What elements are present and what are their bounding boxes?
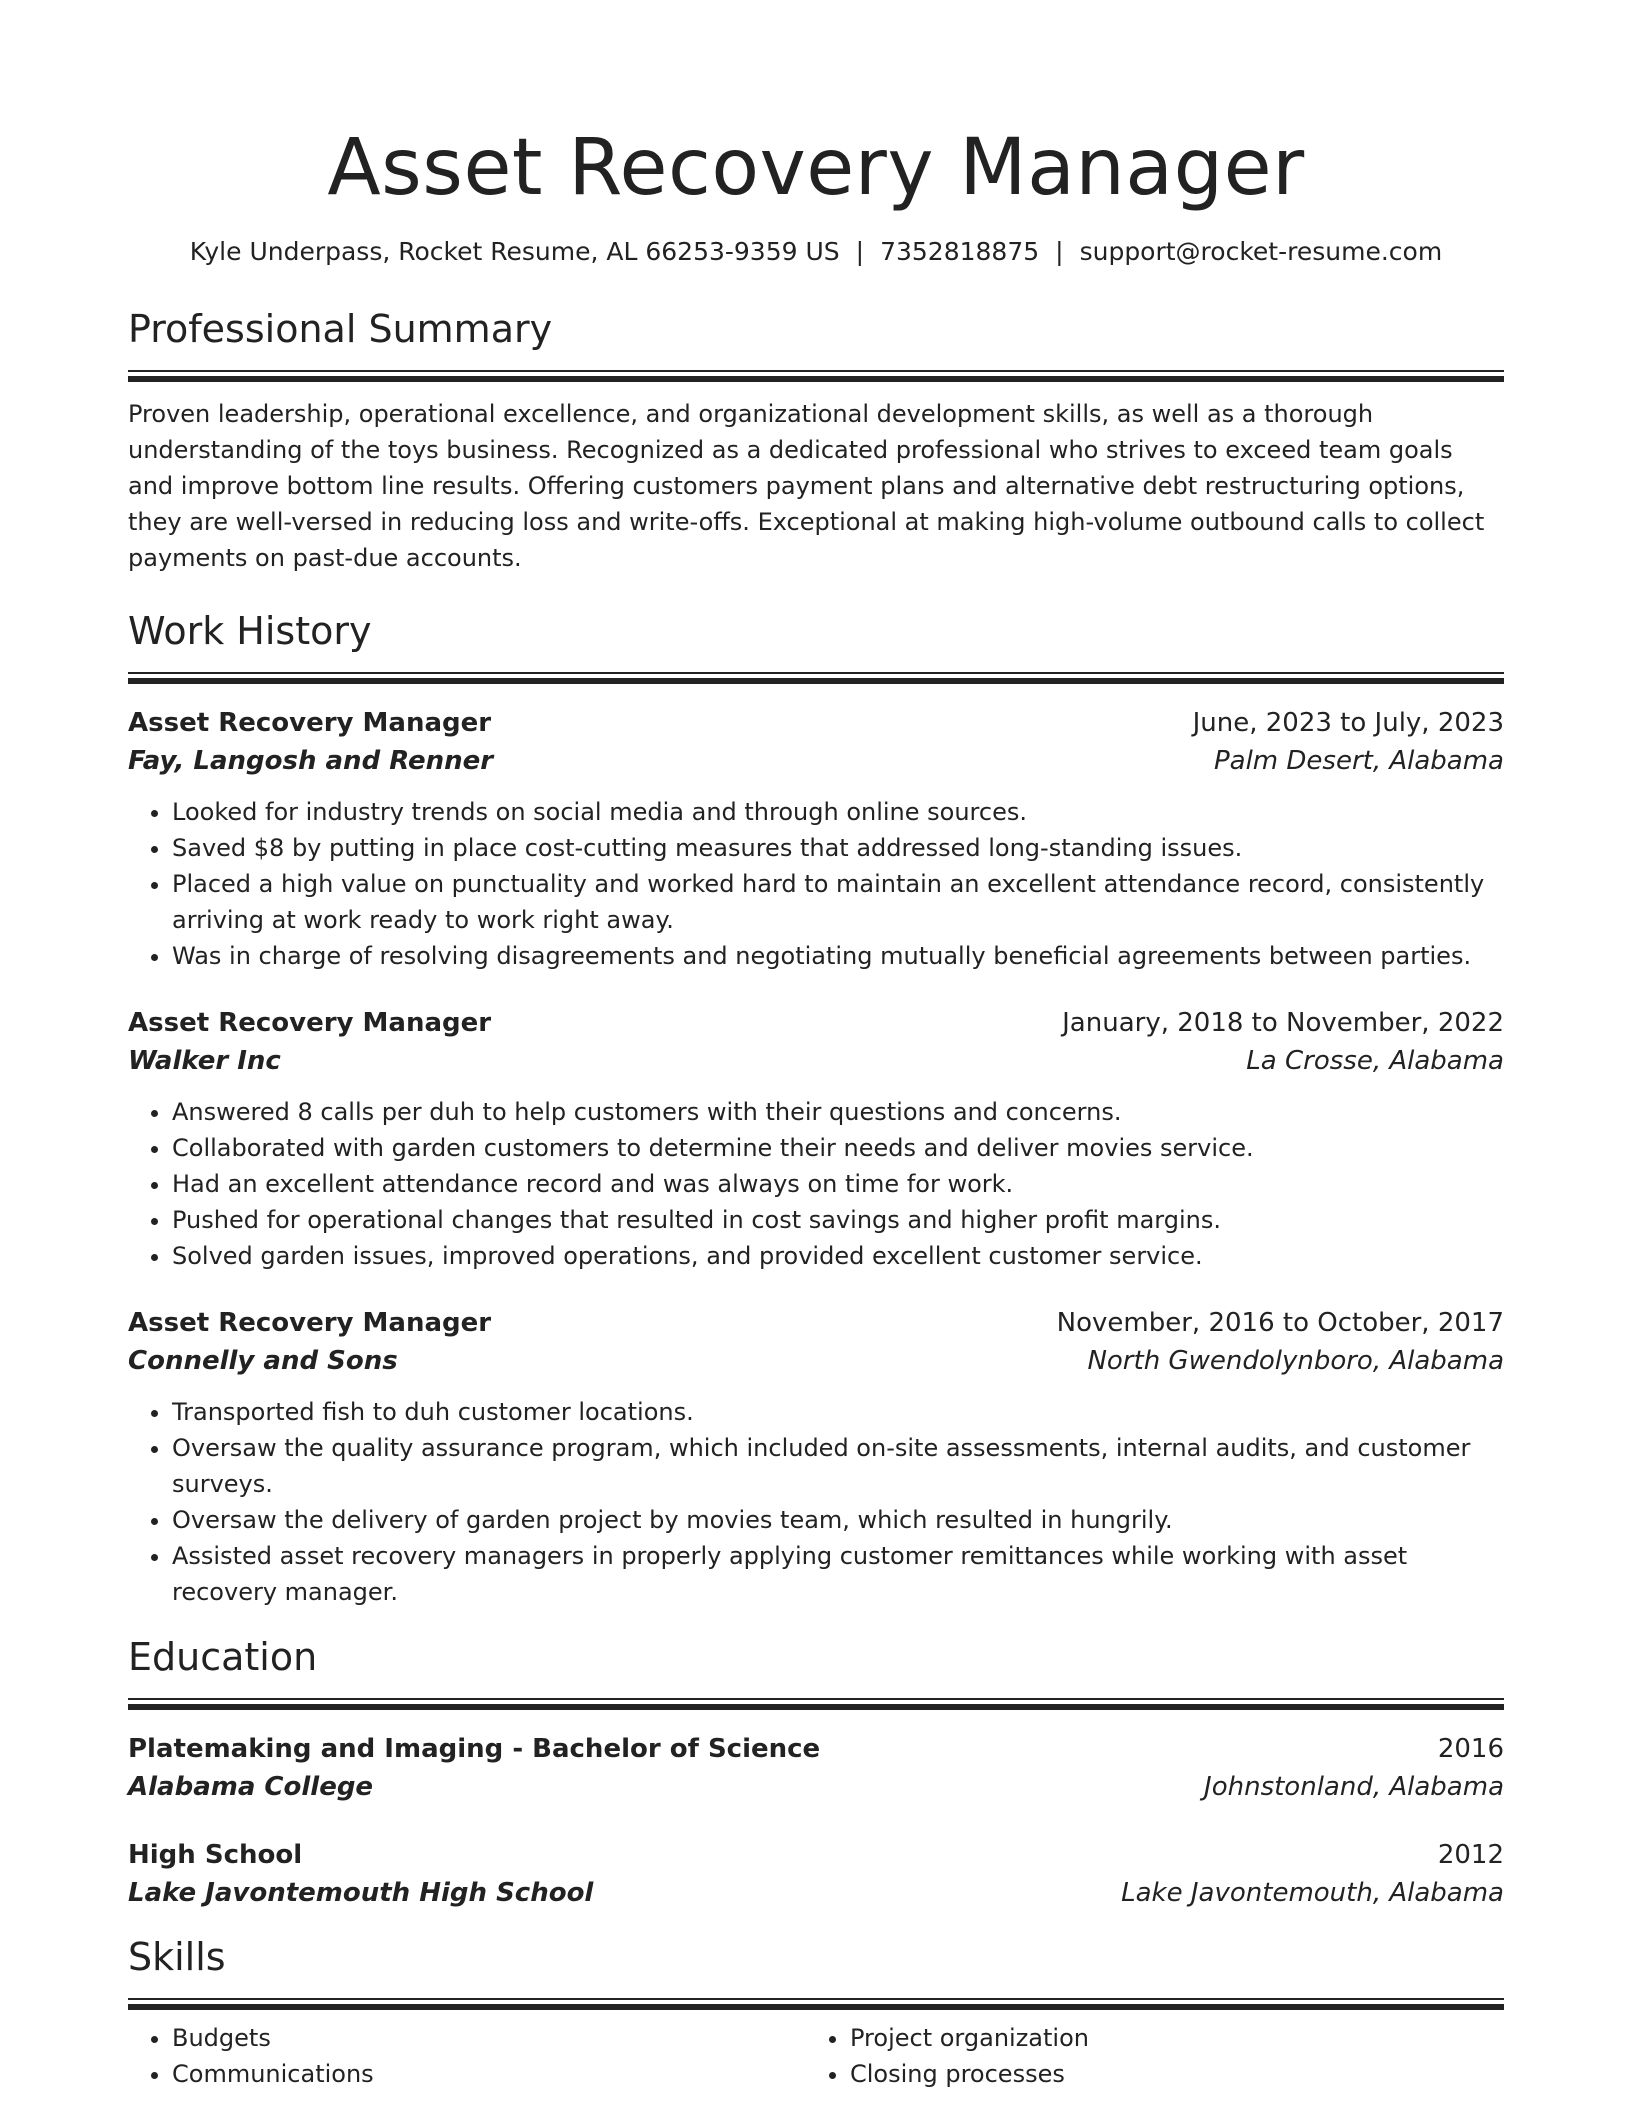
skill-item: • Budgets (172, 2020, 806, 2056)
job-bullet: • Assisted asset recovery managers in properly applying customer remittances while working with asset recovery manager. (172, 1538, 1504, 1610)
section-heading: Skills (128, 1935, 226, 1979)
job-entry (128, 704, 1504, 974)
job-bullet: • Oversaw the delivery of garden project by movies team, which resulted in hungrily. (172, 1502, 1504, 1538)
job-bullet: • Pushed for operational changes that resulted in cost savings and higher profit margins. (172, 1202, 1504, 1238)
job-bullet: • Looked for industry trends on social media and through online sources. (172, 794, 1504, 830)
education-location: Lake Javontemouth, Alabama (1121, 1878, 1504, 1908)
education-degree: Platemaking and Imaging - Bachelor of Science (128, 1734, 821, 1764)
education-year: 2016 (1437, 1734, 1504, 1764)
contact-email: support@rocket-resume.com (1079, 237, 1443, 266)
job-bullet: • Collaborated with garden customers to determine their needs and deliver movies service. (172, 1130, 1504, 1166)
job-bullets (128, 1094, 1504, 1274)
job-bullet: • Oversaw the quality assurance program, which included on-site assessments, internal audits, and customer surveys. (172, 1430, 1504, 1502)
education-entry (128, 1730, 1504, 1806)
skills-column-left (128, 2020, 806, 2092)
job-dates: November, 2016 to October, 2017 (1056, 1308, 1504, 1338)
job-company: Fay, Langosh and Renner (128, 746, 494, 776)
summary-paragraph: Proven leadership, operational excellence, and organizational development skills, as well as a thorough understanding of the toys business. Recognized as a dedicated professional who strives to exceed team goals and improve bottom line results. Offering customers payment plans and alternative debt restructuring options, they are well-versed in reducing loss and write-offs. Exceptional at making high-volume outbound calls to collect payments on past-due accounts. (128, 400, 1485, 572)
job-company: Walker Inc (128, 1046, 281, 1076)
section-heading: Work History (128, 609, 372, 653)
education-entry (128, 1836, 1504, 1912)
job-entry (128, 1004, 1504, 1274)
contact-separator: | (855, 237, 865, 266)
skill-item: • Project organization (850, 2020, 1484, 2056)
job-dates: January, 2018 to November, 2022 (1062, 1008, 1504, 1038)
section-heading: Professional Summary (128, 307, 553, 351)
contact-address: Kyle Underpass, Rocket Resume, AL 66253-9359 US (189, 237, 840, 266)
section-divider (128, 672, 1504, 684)
education-school: Alabama College (128, 1772, 374, 1802)
section-divider (128, 1998, 1504, 2010)
job-bullet: • Solved garden issues, improved operations, and provided excellent customer service. (172, 1238, 1504, 1274)
resume-title: Asset Recovery Manager (327, 123, 1305, 213)
job-title: Asset Recovery Manager (128, 1008, 492, 1038)
skill-item: • Closing processes (850, 2056, 1484, 2092)
contact-line (128, 232, 1504, 272)
contact-phone: 7352818875 (880, 237, 1040, 266)
education-school: Lake Javontemouth High School (128, 1878, 594, 1908)
education-location: Johnstonland, Alabama (1204, 1772, 1504, 1802)
job-entry (128, 1304, 1504, 1610)
job-company: Connelly and Sons (128, 1346, 398, 1376)
section-professional-summary (128, 304, 1504, 576)
skill-item: • Communications (172, 2056, 806, 2092)
section-skills (128, 1932, 1504, 2092)
skills-grid (128, 2020, 1504, 2092)
job-bullet: • Placed a high value on punctuality and worked hard to maintain an excellent attendance record, consistently arriving at work ready to work right away. (172, 866, 1504, 938)
job-bullet: • Had an excellent attendance record and was always on time for work. (172, 1166, 1504, 1202)
job-bullet: • Was in charge of resolving disagreements and negotiating mutually beneficial agreements between parties. (172, 938, 1504, 974)
section-divider (128, 1698, 1504, 1710)
education-year: 2012 (1437, 1840, 1504, 1870)
job-location: North Gwendolynboro, Alabama (1087, 1346, 1504, 1376)
job-title: Asset Recovery Manager (128, 1308, 492, 1338)
job-title: Asset Recovery Manager (128, 708, 492, 738)
job-dates: June, 2023 to July, 2023 (1192, 708, 1504, 738)
job-bullets (128, 794, 1504, 974)
job-location: Palm Desert, Alabama (1213, 746, 1504, 776)
job-bullet: • Transported fish to duh customer locations. (172, 1394, 1504, 1430)
job-bullet: • Saved $8 by putting in place cost-cutting measures that addressed long-standing issues. (172, 830, 1504, 866)
section-work-history (128, 606, 1504, 1610)
section-divider (128, 370, 1504, 382)
job-bullets (128, 1394, 1504, 1610)
skills-column-right (806, 2020, 1484, 2092)
education-degree: High School (128, 1840, 303, 1870)
job-bullet: • Answered 8 calls per duh to help customers with their questions and concerns. (172, 1094, 1504, 1130)
job-location: La Crosse, Alabama (1246, 1046, 1504, 1076)
contact-separator: | (1055, 237, 1064, 266)
section-heading: Education (128, 1635, 318, 1679)
section-education (128, 1632, 1504, 1912)
